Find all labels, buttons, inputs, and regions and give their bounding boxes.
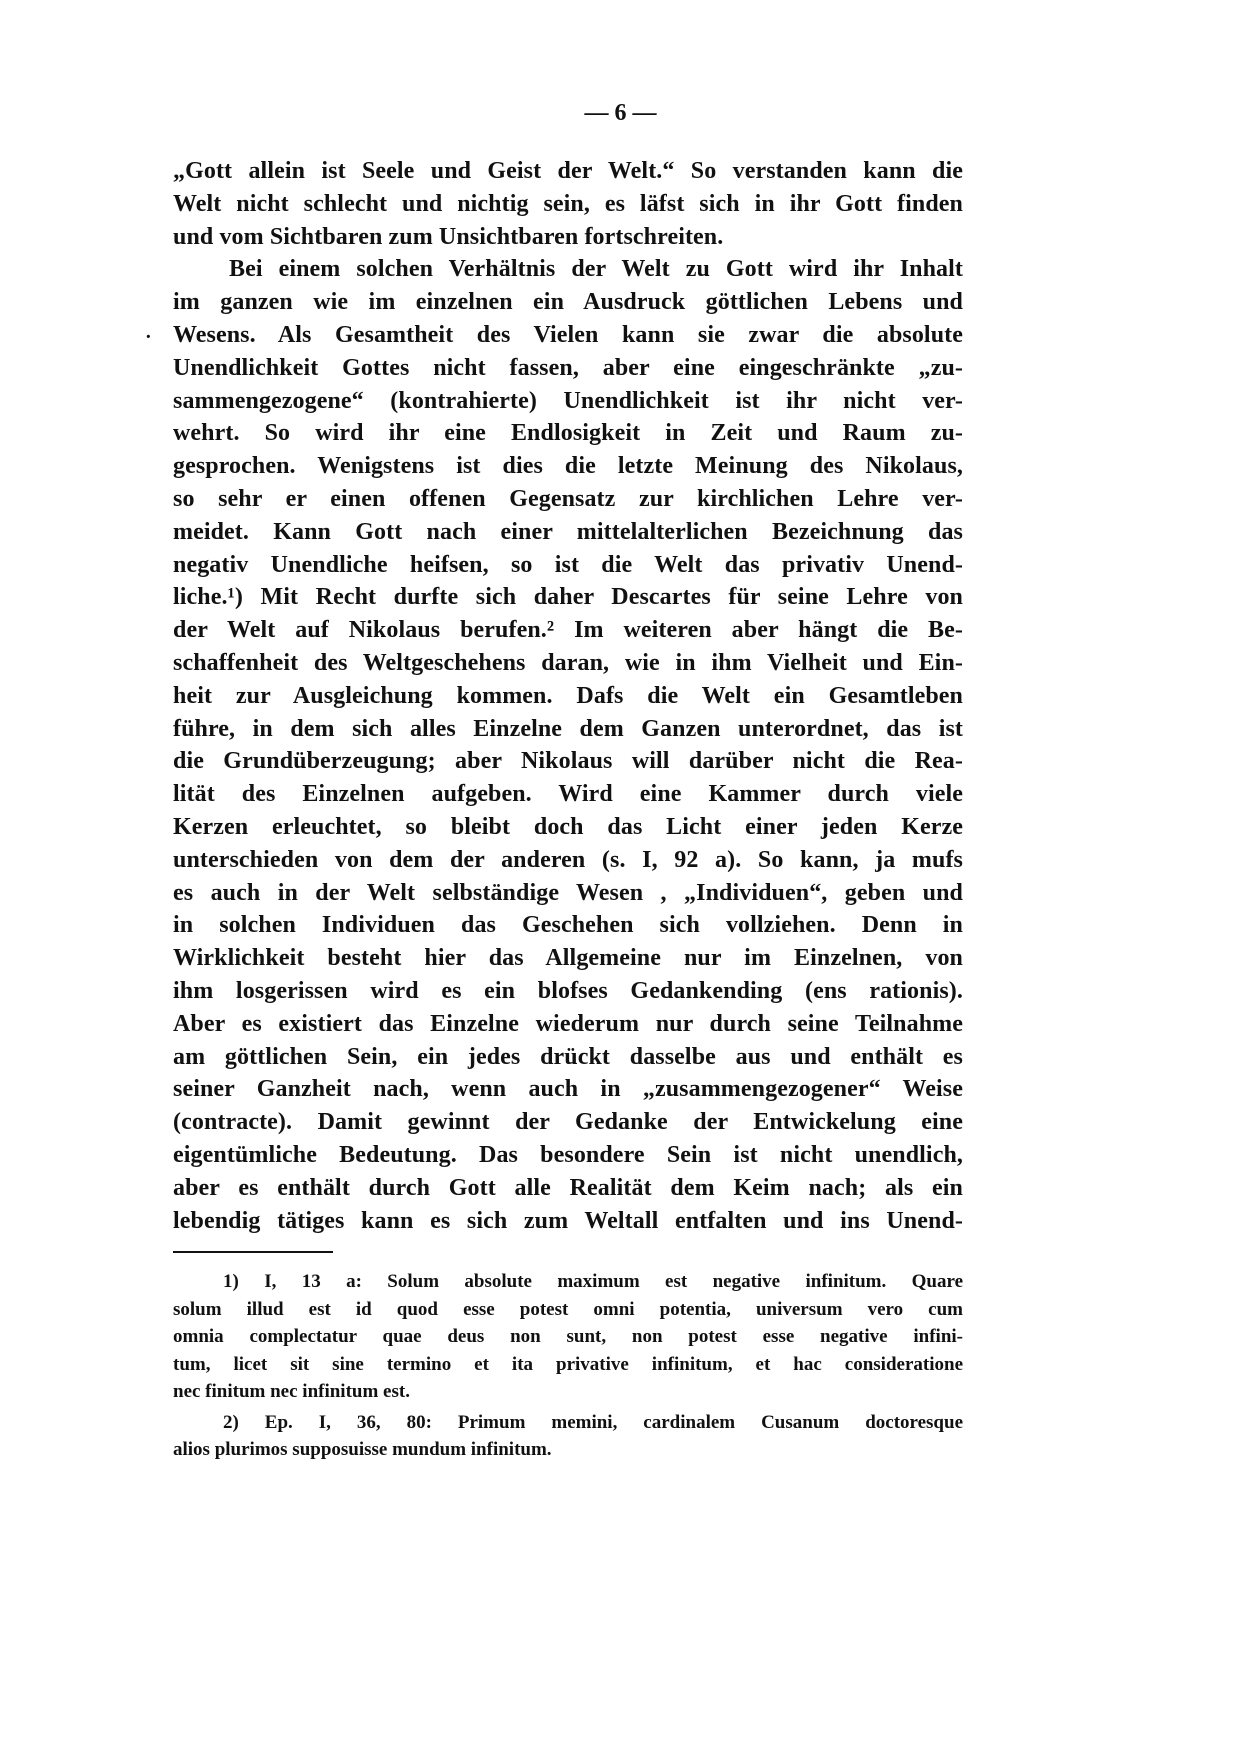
- text-line: liche.¹) Mit Recht durfte sich daher Descartes für seine Lehre von: [173, 584, 963, 611]
- footnote-line: solum illud est id quod esse potest omni potentia, universum vero cum: [173, 1298, 963, 1320]
- footnote-line: 2) Ep. I, 36, 80: Primum memini, cardinalem Cusanum doctoresque: [223, 1411, 963, 1433]
- text-line: Bei einem solchen Verhältnis der Welt zu Gott wird ihr Inhalt: [229, 256, 963, 283]
- footnotes: [173, 1268, 963, 1464]
- text-line: negativ Unendliche heifsen, so ist die Welt das privativ Unend-: [173, 551, 963, 578]
- text-line: Unendlichkeit Gottes nicht fassen, aber eine eingeschränkte „zu-: [173, 354, 963, 381]
- footnote-line: tum, licet sit sine termino et ita privative infinitum, et hac consideratione: [173, 1353, 963, 1375]
- text-line: wehrt. So wird ihr eine Endlosigkeit in Zeit und Raum zu-: [173, 420, 963, 447]
- text-line: so sehr er einen offenen Gegensatz zur kirchlichen Lehre ver-: [173, 485, 963, 512]
- text-line: lität des Einzelnen aufgeben. Wird eine Kammer durch viele: [173, 781, 963, 808]
- text-line: (contracte). Damit gewinnt der Gedanke der Entwickelung eine: [173, 1109, 963, 1136]
- text-line: Wirklichkeit besteht hier das Allgemeine nur im Einzelnen, von: [173, 945, 963, 972]
- text-line: heit zur Ausgleichung kommen. Dafs die Welt ein Gesamtleben: [173, 682, 963, 709]
- body-text: [173, 155, 963, 1237]
- text-line: meidet. Kann Gott nach einer mittelalterlichen Bezeichnung das: [173, 518, 963, 545]
- margin-mark: ·: [145, 326, 152, 348]
- text-line: schaffenheit des Weltgeschehens daran, wie in ihm Vielheit und Ein-: [173, 649, 963, 676]
- text-line: am göttlichen Sein, ein jedes drückt dasselbe aus und enthält es: [173, 1043, 963, 1070]
- footnote-line: omnia complectatur quae deus non sunt, non potest esse negative infini-: [173, 1326, 963, 1347]
- footnote-rule: [173, 1251, 333, 1253]
- text-line: führe, in dem sich alles Einzelne dem Ganzen unterordnet, das ist: [173, 715, 963, 742]
- text-line: Welt nicht schlecht und nichtig sein, es läfst sich in ihr Gott finden: [173, 190, 963, 217]
- footnote-line: nec finitum nec infinitum est.: [173, 1381, 410, 1402]
- text-line: eigentümliche Bedeutung. Das besondere Sein ist nicht unendlich,: [173, 1141, 963, 1168]
- text-line: unterschieden von dem der anderen (s. I, 92 a). So kann, ja mufs: [173, 846, 963, 873]
- text-line: im ganzen wie im einzelnen ein Ausdruck göttlichen Lebens und: [173, 289, 963, 316]
- text-line: die Grundüberzeugung; aber Nikolaus will darüber nicht die Rea-: [173, 748, 963, 775]
- text-line: ihm losgerissen wird es ein blofses Gedankending (ens rationis).: [173, 977, 963, 1004]
- text-line: und vom Sichtbaren zum Unsichtbaren fortschreiten.: [173, 223, 724, 250]
- text-line: der Welt auf Nikolaus berufen.² Im weiteren aber hängt die Be-: [173, 617, 963, 644]
- text-line: Kerzen erleuchtet, so bleibt doch das Licht einer jeden Kerze: [173, 813, 963, 840]
- text-line: sammengezogene“ (kontrahierte) Unendlichkeit ist ihr nicht ver-: [173, 387, 963, 414]
- text-line: aber es enthält durch Gott alle Realität dem Keim nach; als ein: [173, 1174, 963, 1201]
- text-line: in solchen Individuen das Geschehen sich vollziehen. Denn in: [173, 912, 963, 939]
- text-line: seiner Ganzheit nach, wenn auch in „zusammengezogener“ Weise: [173, 1076, 963, 1103]
- text-line: lebendig tätiges kann es sich zum Weltall entfalten und ins Unend-: [173, 1207, 963, 1234]
- page-number: — 6 —: [584, 100, 657, 126]
- text-line: „Gott allein ist Seele und Geist der Welt.“ So verstanden kann die: [173, 158, 963, 184]
- footnote-2: [173, 1409, 963, 1464]
- footnote-line: alios plurimos supposuisse mundum infinitum.: [173, 1439, 552, 1460]
- text-line: Aber es existiert das Einzelne wiederum nur durch seine Teilnahme: [173, 1010, 963, 1037]
- footnote-1: [173, 1268, 963, 1406]
- text-line: gesprochen. Wenigstens ist dies die letzte Meinung des Nikolaus,: [173, 453, 963, 480]
- footnote-line: 1) I, 13 a: Solum absolute maximum est negative infinitum. Quare: [223, 1271, 963, 1292]
- text-line: es auch in der Welt selbständige Wesen , „Individuen“, geben und: [173, 879, 963, 906]
- text-line: Wesens. Als Gesamtheit des Vielen kann sie zwar die absolute: [173, 321, 963, 348]
